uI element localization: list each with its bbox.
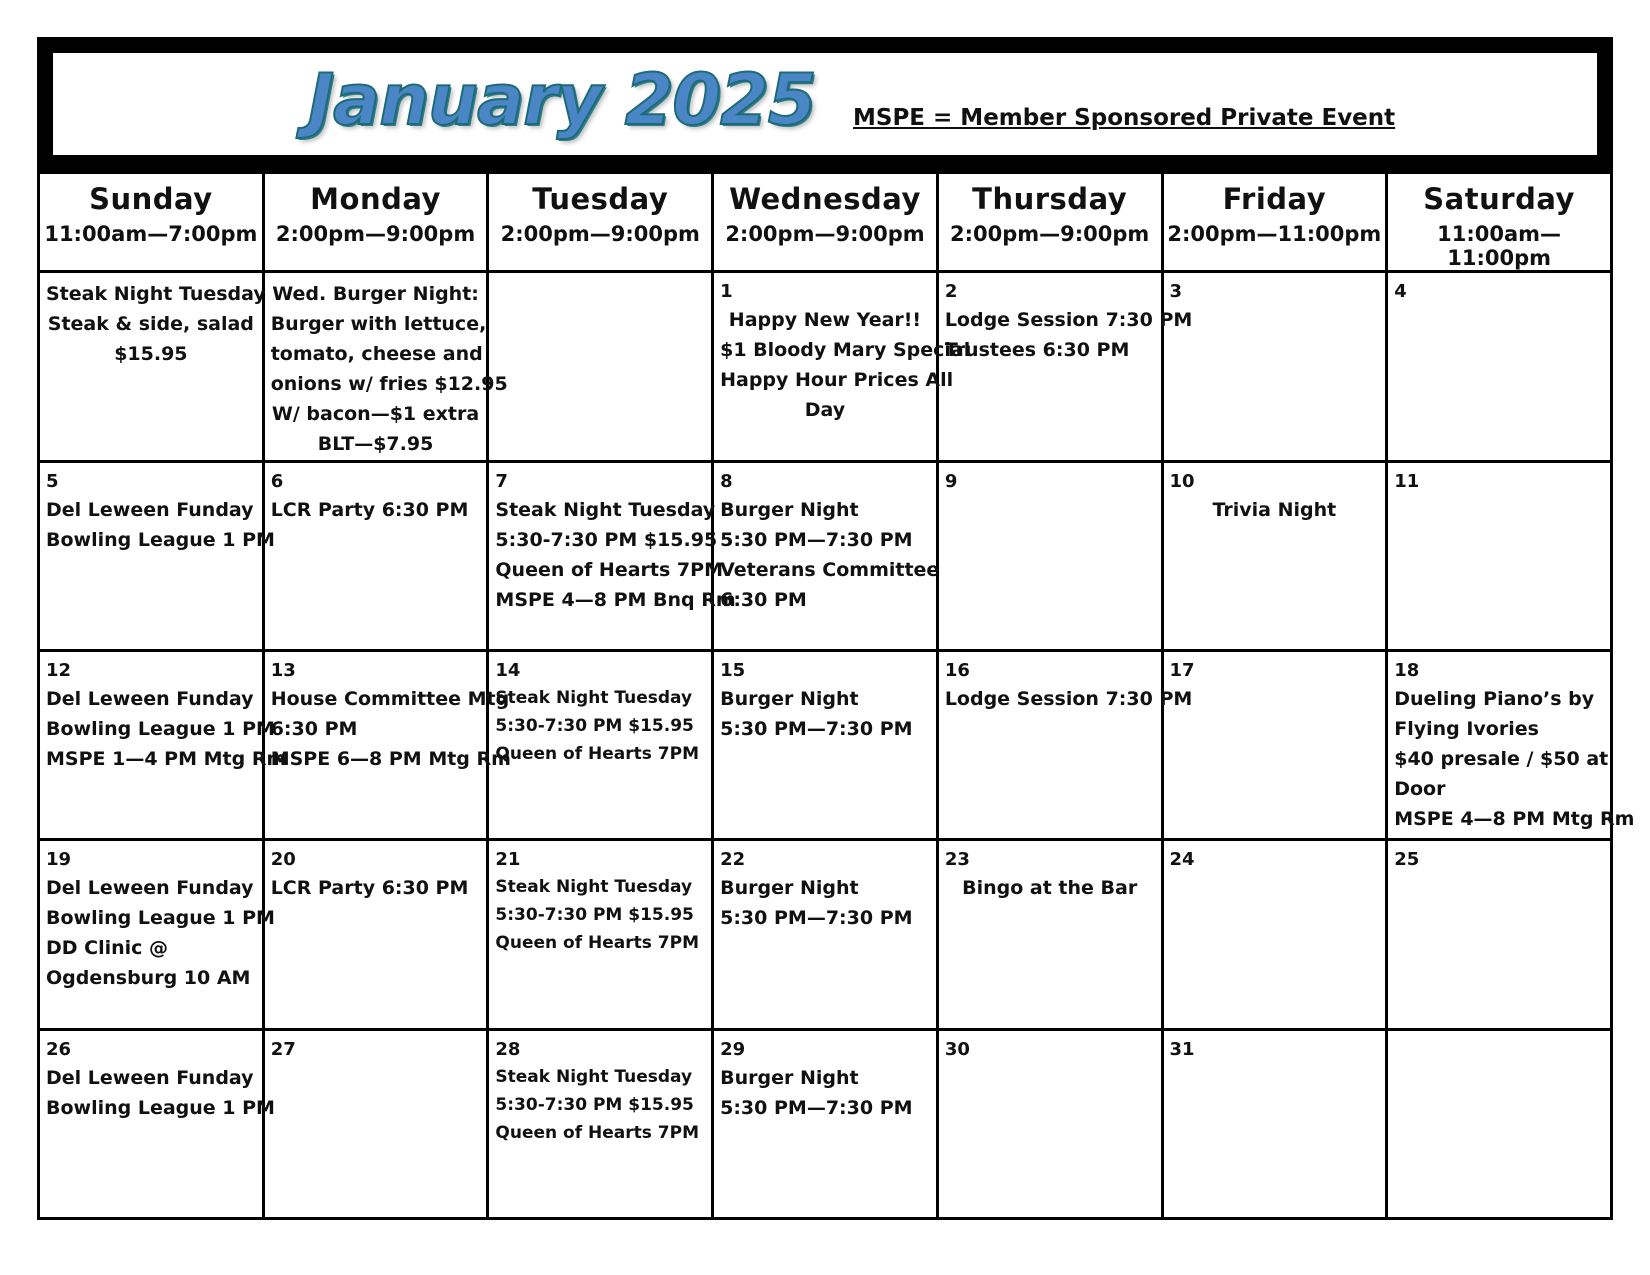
week-row bbox=[39, 1029, 1612, 1218]
event-line: LCR Party 6:30 PM bbox=[270, 877, 469, 900]
info-line: tomato, cheese and bbox=[270, 343, 483, 366]
event-line: Day bbox=[804, 399, 846, 422]
event-line: Burger Night bbox=[720, 1066, 859, 1089]
day-cell-30 bbox=[937, 1029, 1162, 1218]
event-line: LCR Party 6:30 PM bbox=[270, 498, 469, 521]
day-cell-15 bbox=[713, 650, 938, 839]
event-line: MSPE 1—4 PM Mtg Rm bbox=[46, 747, 287, 770]
weekday-hours: 2:00pm—9:00pm bbox=[950, 222, 1150, 246]
weekday-tuesday bbox=[488, 173, 713, 272]
day-number: 18 bbox=[1394, 659, 1420, 681]
day-number: 11 bbox=[1394, 470, 1420, 492]
event-line: Bowling League 1 PM bbox=[46, 528, 275, 551]
day-cell-17 bbox=[1162, 650, 1387, 839]
day-number: 10 bbox=[1169, 470, 1195, 492]
info-line: Wed. Burger Night: bbox=[272, 283, 479, 306]
event-line: Del Leween Funday bbox=[46, 877, 254, 900]
day-cell-19 bbox=[39, 840, 275, 1029]
day-cell-25 bbox=[1387, 840, 1612, 1029]
event-line: 5:30 PM—7:30 PM bbox=[720, 528, 913, 551]
event-line: $40 presale / $50 at bbox=[1394, 747, 1609, 770]
event-line: DD Clinic @ bbox=[46, 937, 169, 960]
day-cell-24 bbox=[1162, 840, 1387, 1029]
event-line: 5:30-7:30 PM $15.95 bbox=[495, 715, 694, 736]
weekday-saturday bbox=[1387, 173, 1612, 272]
day-cell-1 bbox=[713, 272, 971, 461]
calendar-grid bbox=[37, 171, 1635, 1220]
day-number: 7 bbox=[495, 470, 508, 492]
event-line: Happy New Year!! bbox=[728, 309, 922, 332]
weekday-name: Sunday bbox=[89, 182, 213, 216]
event-line: Bowling League 1 PM bbox=[46, 907, 275, 930]
event-line: Lodge Session 7:30 PM bbox=[944, 687, 1193, 710]
day-number: 4 bbox=[1394, 281, 1407, 303]
event-line: Burger Night bbox=[720, 687, 859, 710]
weekday-name: Monday bbox=[310, 182, 441, 216]
info-line: Steak Night Tuesday bbox=[46, 283, 266, 306]
weekday-hours: 2:00pm—9:00pm bbox=[500, 222, 700, 246]
weekday-hours: 2:00pm—11:00pm bbox=[1167, 222, 1382, 246]
event-line: 6:30 PM bbox=[270, 717, 358, 740]
day-cell-29 bbox=[713, 1029, 938, 1218]
event-line: Del Leween Funday bbox=[46, 498, 254, 521]
day-cell-28 bbox=[488, 1029, 713, 1218]
event-line: Bowling League 1 PM bbox=[46, 1096, 275, 1119]
event-line: Trustees 6:30 PM bbox=[944, 339, 1130, 362]
day-cell-10 bbox=[1162, 461, 1387, 650]
day-cell-21 bbox=[488, 840, 713, 1029]
event-line: Flying Ivories bbox=[1394, 717, 1539, 740]
weekday-hours: 11:00am—7:00pm bbox=[44, 222, 258, 246]
event-line: House Committee Mtg bbox=[270, 687, 510, 710]
event-line: 5:30-7:30 PM $15.95 bbox=[495, 905, 694, 926]
weekday-hours: 2:00pm—9:00pm bbox=[725, 222, 925, 246]
day-cell-3 bbox=[1162, 272, 1387, 461]
weekday-header-row bbox=[39, 173, 1612, 272]
info-line: Steak & side, salad bbox=[47, 313, 254, 336]
day-number: 19 bbox=[46, 849, 72, 871]
event-line: Del Leween Funday bbox=[46, 1066, 254, 1089]
event-line: Bingo at the Bar bbox=[962, 877, 1138, 900]
day-cell-4 bbox=[1387, 272, 1612, 461]
event-line: MSPE 4—8 PM Mtg Rm bbox=[1394, 807, 1635, 830]
weekday-name: Friday bbox=[1222, 182, 1327, 216]
event-line: 6:30 PM bbox=[720, 588, 807, 611]
day-number: 31 bbox=[1169, 1038, 1195, 1060]
day-number: 16 bbox=[944, 659, 970, 681]
day-number: 22 bbox=[720, 849, 746, 871]
day-number: 23 bbox=[944, 849, 970, 871]
event-line: Ogdensburg 10 AM bbox=[46, 967, 251, 990]
day-cell-18 bbox=[1387, 650, 1635, 839]
day-number: 29 bbox=[720, 1038, 746, 1060]
event-line: 5:30 PM—7:30 PM bbox=[720, 1096, 913, 1119]
weekday-name: Saturday bbox=[1423, 182, 1575, 216]
event-line: Door bbox=[1394, 777, 1446, 800]
day-cell-23 bbox=[937, 840, 1162, 1029]
day-number: 14 bbox=[495, 659, 521, 681]
day-number: 5 bbox=[46, 470, 59, 492]
weekday-monday bbox=[263, 173, 488, 272]
day-cell-8 bbox=[713, 461, 938, 650]
info-line: $15.95 bbox=[114, 343, 188, 366]
weekday-hours: 11:00am—11:00pm bbox=[1437, 222, 1562, 270]
info-line: Burger with lettuce, bbox=[270, 313, 487, 336]
event-line: Veterans Committee bbox=[720, 558, 940, 581]
day-cell-27 bbox=[263, 1029, 488, 1218]
day-number: 21 bbox=[495, 849, 521, 871]
event-line: Steak Night Tuesday bbox=[495, 687, 693, 708]
day-number: 13 bbox=[270, 659, 296, 681]
event-line: Burger Night bbox=[720, 498, 859, 521]
week-row bbox=[39, 461, 1612, 650]
day-cell-26 bbox=[39, 1029, 275, 1218]
header-panel bbox=[53, 53, 1597, 155]
burger-night-info-cell bbox=[263, 272, 508, 461]
event-line: Steak Night Tuesday bbox=[495, 877, 693, 898]
day-number: 15 bbox=[720, 659, 746, 681]
day-number: 6 bbox=[270, 470, 284, 492]
calendar-header bbox=[37, 37, 1613, 171]
weekday-sunday bbox=[39, 173, 264, 272]
steak-night-info-cell bbox=[39, 272, 264, 461]
event-line: $1 Bloody Mary Special bbox=[720, 339, 971, 362]
week-row bbox=[39, 840, 1612, 1029]
event-line: Steak Night Tuesday bbox=[495, 498, 716, 521]
day-number: 1 bbox=[720, 281, 733, 303]
event-line: 5:30-7:30 PM $15.95 bbox=[495, 1094, 694, 1115]
event-line: Queen of Hearts 7PM bbox=[495, 743, 700, 764]
empty-day-cell bbox=[488, 272, 713, 461]
day-number: 3 bbox=[1169, 281, 1183, 303]
event-line: Queen of Hearts 7PM bbox=[495, 558, 723, 581]
event-line: 5:30 PM—7:30 PM bbox=[720, 717, 913, 740]
day-number: 27 bbox=[270, 1038, 296, 1060]
day-cell-14 bbox=[488, 650, 713, 839]
day-number: 2 bbox=[944, 281, 958, 303]
event-line: Lodge Session 7:30 PM bbox=[944, 309, 1193, 332]
day-cell-22 bbox=[713, 840, 938, 1029]
event-line: Bowling League 1 PM bbox=[46, 717, 275, 740]
event-line: Queen of Hearts 7PM bbox=[495, 1122, 700, 1143]
event-line: Dueling Piano’s by bbox=[1394, 687, 1595, 710]
event-line: Del Leween Funday bbox=[46, 687, 254, 710]
weekday-name: Wednesday bbox=[729, 182, 921, 216]
week-row bbox=[39, 272, 1612, 461]
day-number: 30 bbox=[944, 1038, 970, 1060]
month-title: January 2025 bbox=[308, 59, 816, 141]
day-number: 25 bbox=[1394, 849, 1420, 871]
weekday-name: Tuesday bbox=[532, 182, 669, 216]
day-cell-6 bbox=[263, 461, 488, 650]
event-line: 5:30 PM—7:30 PM bbox=[720, 907, 913, 930]
mspe-legend: MSPE = Member Sponsored Private Event bbox=[853, 105, 1396, 131]
weekday-wednesday bbox=[713, 173, 938, 272]
day-number: 17 bbox=[1169, 659, 1195, 681]
day-cell-5 bbox=[39, 461, 275, 650]
event-line: Trivia Night bbox=[1212, 498, 1337, 521]
day-number: 20 bbox=[270, 849, 296, 871]
empty-day-cell bbox=[1387, 1029, 1612, 1218]
day-number: 28 bbox=[495, 1038, 521, 1060]
day-cell-20 bbox=[263, 840, 488, 1029]
event-line: Burger Night bbox=[720, 877, 859, 900]
event-line: Happy Hour Prices All bbox=[720, 369, 954, 392]
day-number: 12 bbox=[46, 659, 72, 681]
day-number: 8 bbox=[720, 470, 733, 492]
info-line: BLT—$7.95 bbox=[317, 433, 434, 456]
day-number: 26 bbox=[46, 1038, 72, 1060]
event-line: MSPE 4—8 PM Bnq Rm bbox=[495, 588, 736, 611]
info-line: W/ bacon—$1 extra bbox=[271, 403, 480, 426]
event-line: MSPE 6—8 PM Mtg Rm bbox=[270, 747, 511, 770]
day-cell-11 bbox=[1387, 461, 1612, 650]
day-cell-31 bbox=[1162, 1029, 1387, 1218]
weekday-thursday bbox=[937, 173, 1162, 272]
weekday-friday bbox=[1162, 173, 1387, 272]
event-line: Steak Night Tuesday bbox=[495, 1066, 693, 1087]
event-line: 5:30-7:30 PM $15.95 bbox=[495, 528, 718, 551]
info-line: onions w/ fries $12.95 bbox=[270, 373, 508, 396]
weekday-hours: 2:00pm—9:00pm bbox=[275, 222, 476, 246]
day-number: 24 bbox=[1169, 849, 1195, 871]
day-cell-2 bbox=[937, 272, 1193, 461]
day-number: 9 bbox=[944, 470, 958, 492]
week-row bbox=[39, 650, 1612, 839]
day-cell-9 bbox=[937, 461, 1162, 650]
weekday-name: Thursday bbox=[972, 182, 1128, 216]
day-cell-7 bbox=[488, 461, 736, 650]
event-line: Queen of Hearts 7PM bbox=[495, 933, 700, 954]
